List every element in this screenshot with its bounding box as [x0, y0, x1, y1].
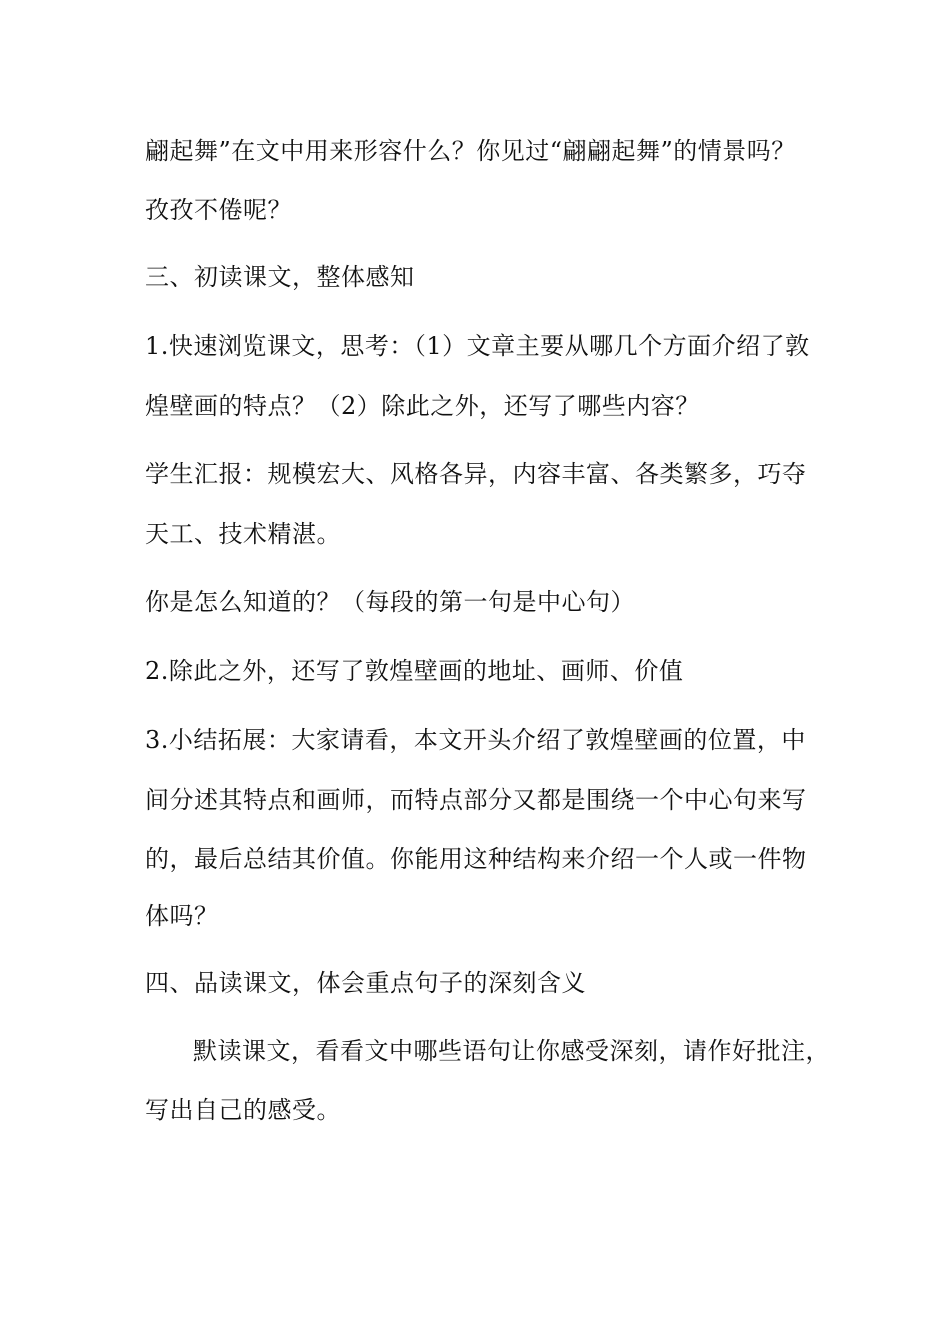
section-heading-3: 三、初读课文，整体感知 — [145, 263, 415, 291]
text-line-1: 翩起舞”在文中用来形容什么？你见过“翩翩起舞”的情景吗？ — [145, 137, 796, 165]
item-3-line-2: 间分述其特点和画师，而特点部分又都是围绕一个中心句来写 — [145, 786, 807, 814]
follow-up-question: 你是怎么知道的？（每段的第一句是中心句） — [145, 588, 635, 616]
item-3-line-1: 3.小结拓展：大家请看，本文开头介绍了敦煌壁画的位置，中 — [145, 726, 806, 754]
section-heading-4: 四、品读课文，体会重点句子的深刻含义 — [145, 969, 586, 997]
text-line-2: 孜孜不倦呢？ — [145, 196, 292, 224]
paragraph-line-2: 写出自己的感受。 — [145, 1096, 341, 1124]
question-1-line-2: 煌壁画的特点？（2）除此之外，还写了哪些内容？ — [145, 392, 700, 420]
question-1-line-1: 1.快速浏览课文，思考：（1）文章主要从哪几个方面介绍了敦 — [145, 332, 810, 360]
item-3-line-4: 体吗？ — [145, 902, 219, 930]
item-3-line-3: 的，最后总结其价值。你能用这种结构来介绍一个人或一件物 — [145, 845, 807, 873]
student-report-line-1: 学生汇报：规模宏大、风格各异，内容丰富、各类繁多，巧夺 — [145, 460, 807, 488]
item-2: 2.除此之外，还写了敦煌壁画的地址、画师、价值 — [145, 657, 684, 685]
student-report-line-2: 天工、技术精湛。 — [145, 520, 341, 548]
paragraph-line-1: 默读课文，看看文中哪些语句让你感受深刻，请作好批注， — [193, 1037, 830, 1065]
